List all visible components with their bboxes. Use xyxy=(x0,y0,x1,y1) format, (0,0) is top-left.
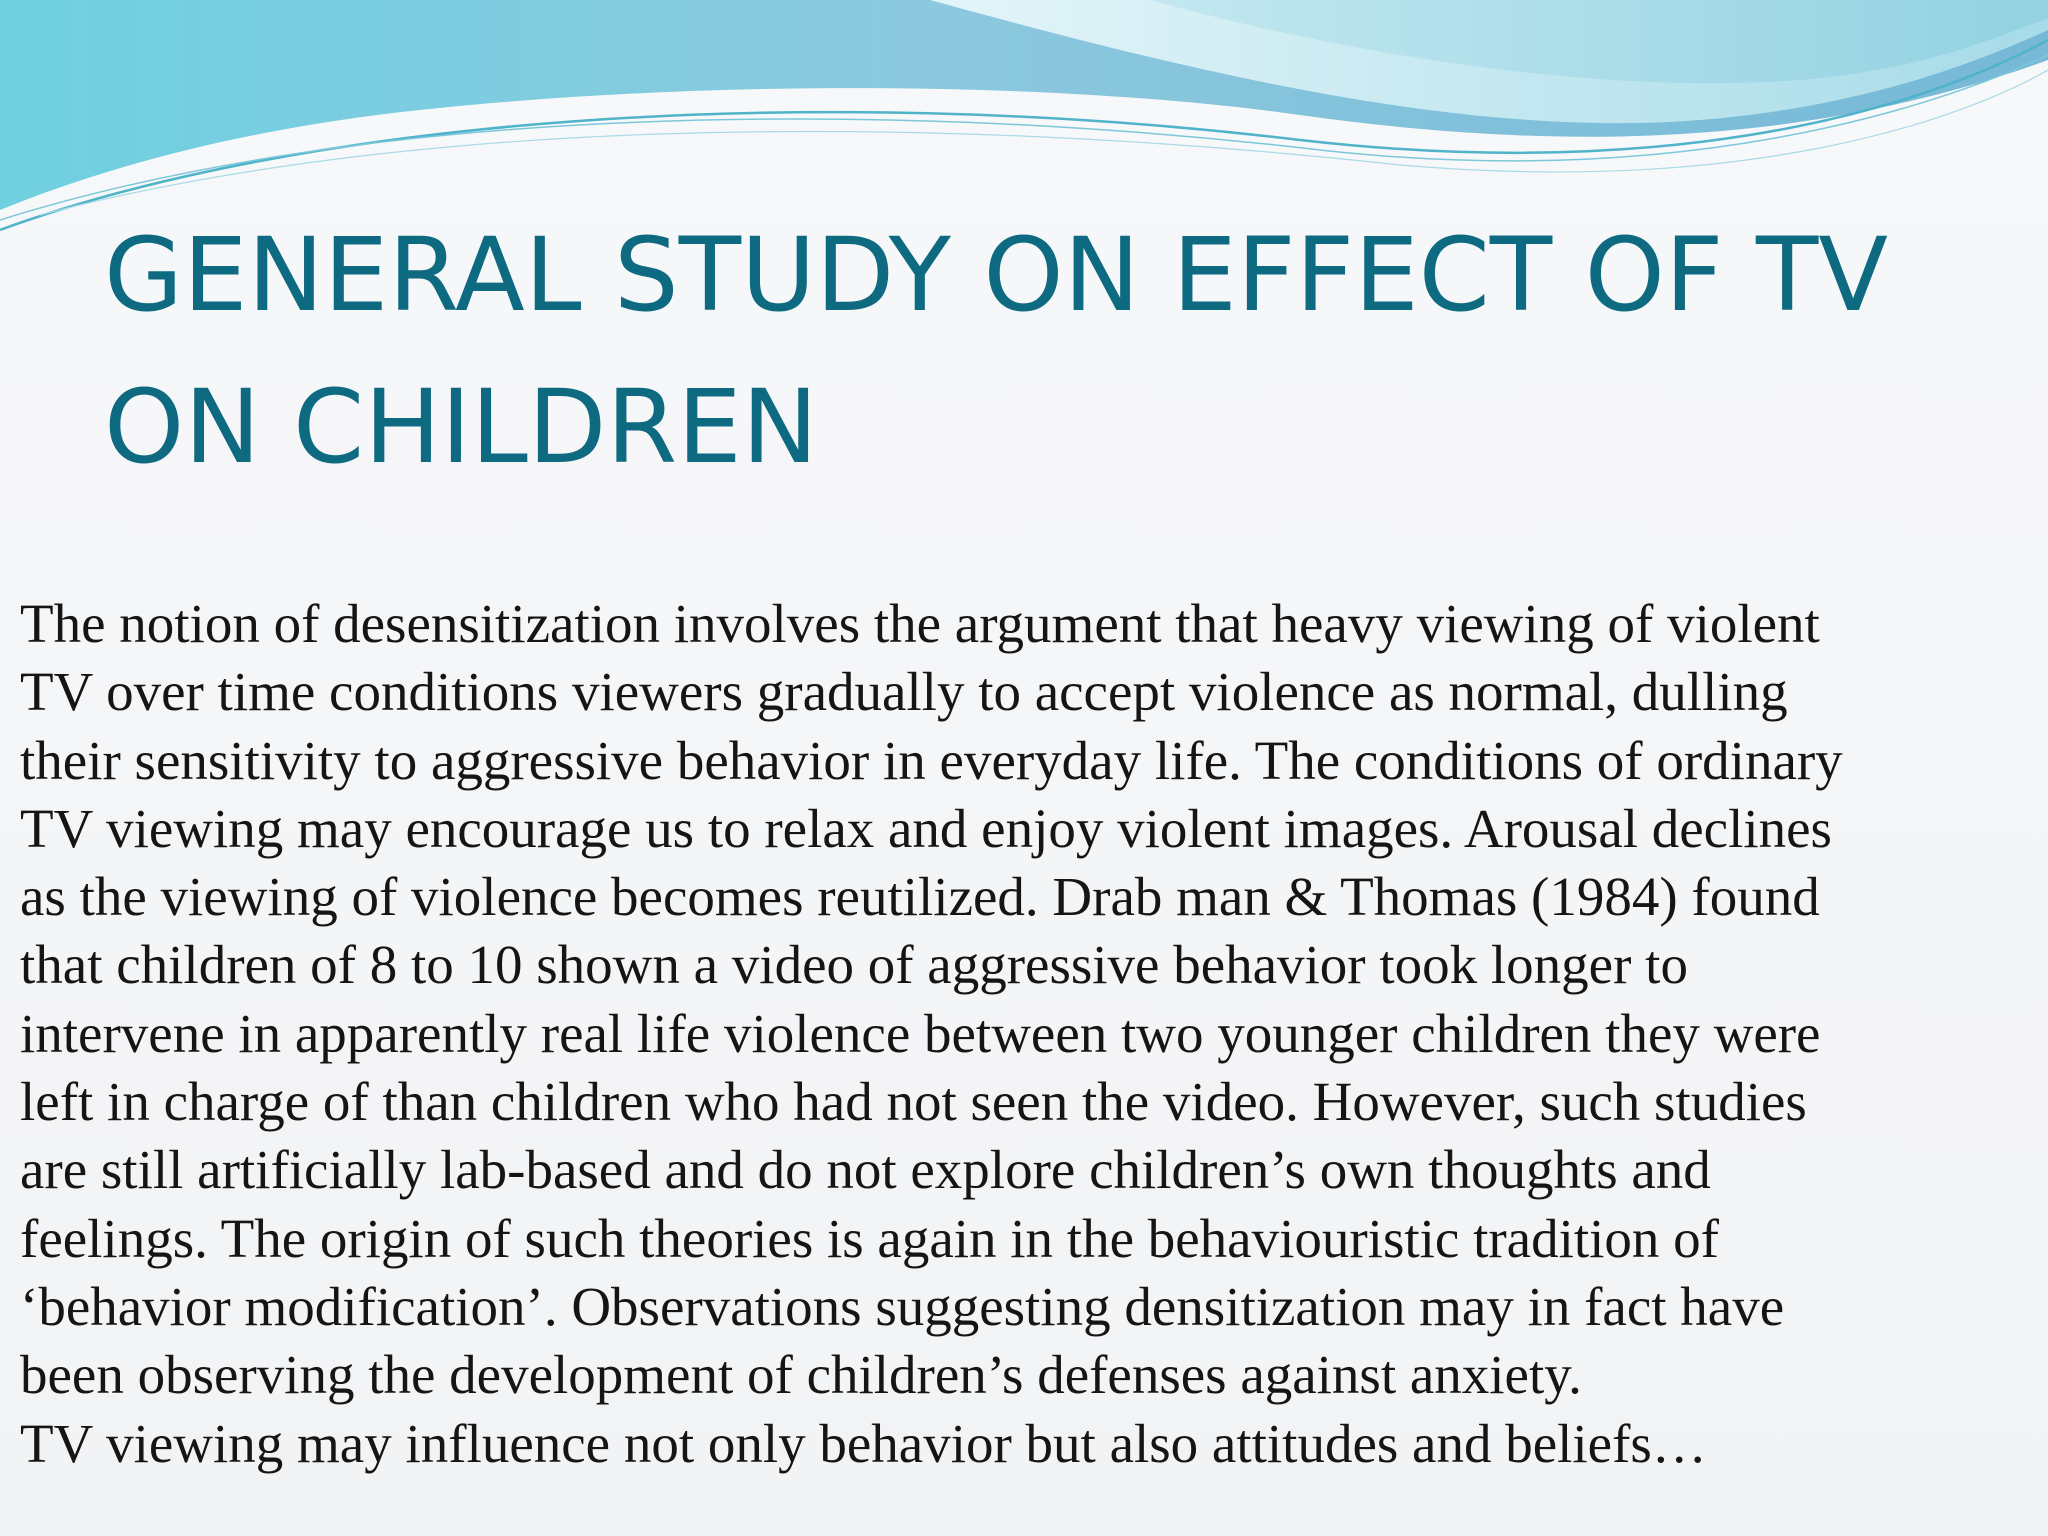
body-line: TV viewing may encourage us to relax and enjoy violent images. Arousal declines xyxy=(20,797,1832,859)
body-line: intervene in apparently real life violence between two younger children they were xyxy=(20,1002,1821,1064)
slide-title-line: GENERAL STUDY ON EFFECT OF TV xyxy=(104,216,1889,335)
body-line: ‘behavior modification’. Observations suggesting densitization may in fact have xyxy=(20,1275,1785,1337)
body-line: their sensitivity to aggressive behavior in everyday life. The conditions of ordinary xyxy=(20,729,1843,791)
body-line: TV over time conditions viewers gradually to accept violence as normal, dulling xyxy=(20,661,1788,723)
slide-title xyxy=(104,200,1984,504)
body-line: left in charge of than children who had not seen the video. However, such studies xyxy=(20,1071,1807,1133)
body-line: been observing the development of children’s defenses against anxiety. xyxy=(20,1344,1582,1406)
body-line: TV viewing may influence not only behavior but also attitudes and beliefs… xyxy=(20,1412,1707,1474)
body-line: that children of 8 to 10 shown a video of aggressive behavior took longer to xyxy=(20,934,1688,996)
body-line: as the viewing of violence becomes reutilized. Drab man & Thomas (1984) found xyxy=(20,866,1820,928)
body-line: are still artificially lab-based and do not explore children’s own thoughts and xyxy=(20,1139,1711,1201)
body-line: feelings. The origin of such theories is again in the behaviouristic tradition of xyxy=(20,1207,1719,1269)
body-line: The notion of desensitization involves the argument that heavy viewing of violent xyxy=(20,593,1820,654)
slide-body-text xyxy=(20,590,2030,1478)
slide-title-line: ON CHILDREN xyxy=(104,368,818,487)
